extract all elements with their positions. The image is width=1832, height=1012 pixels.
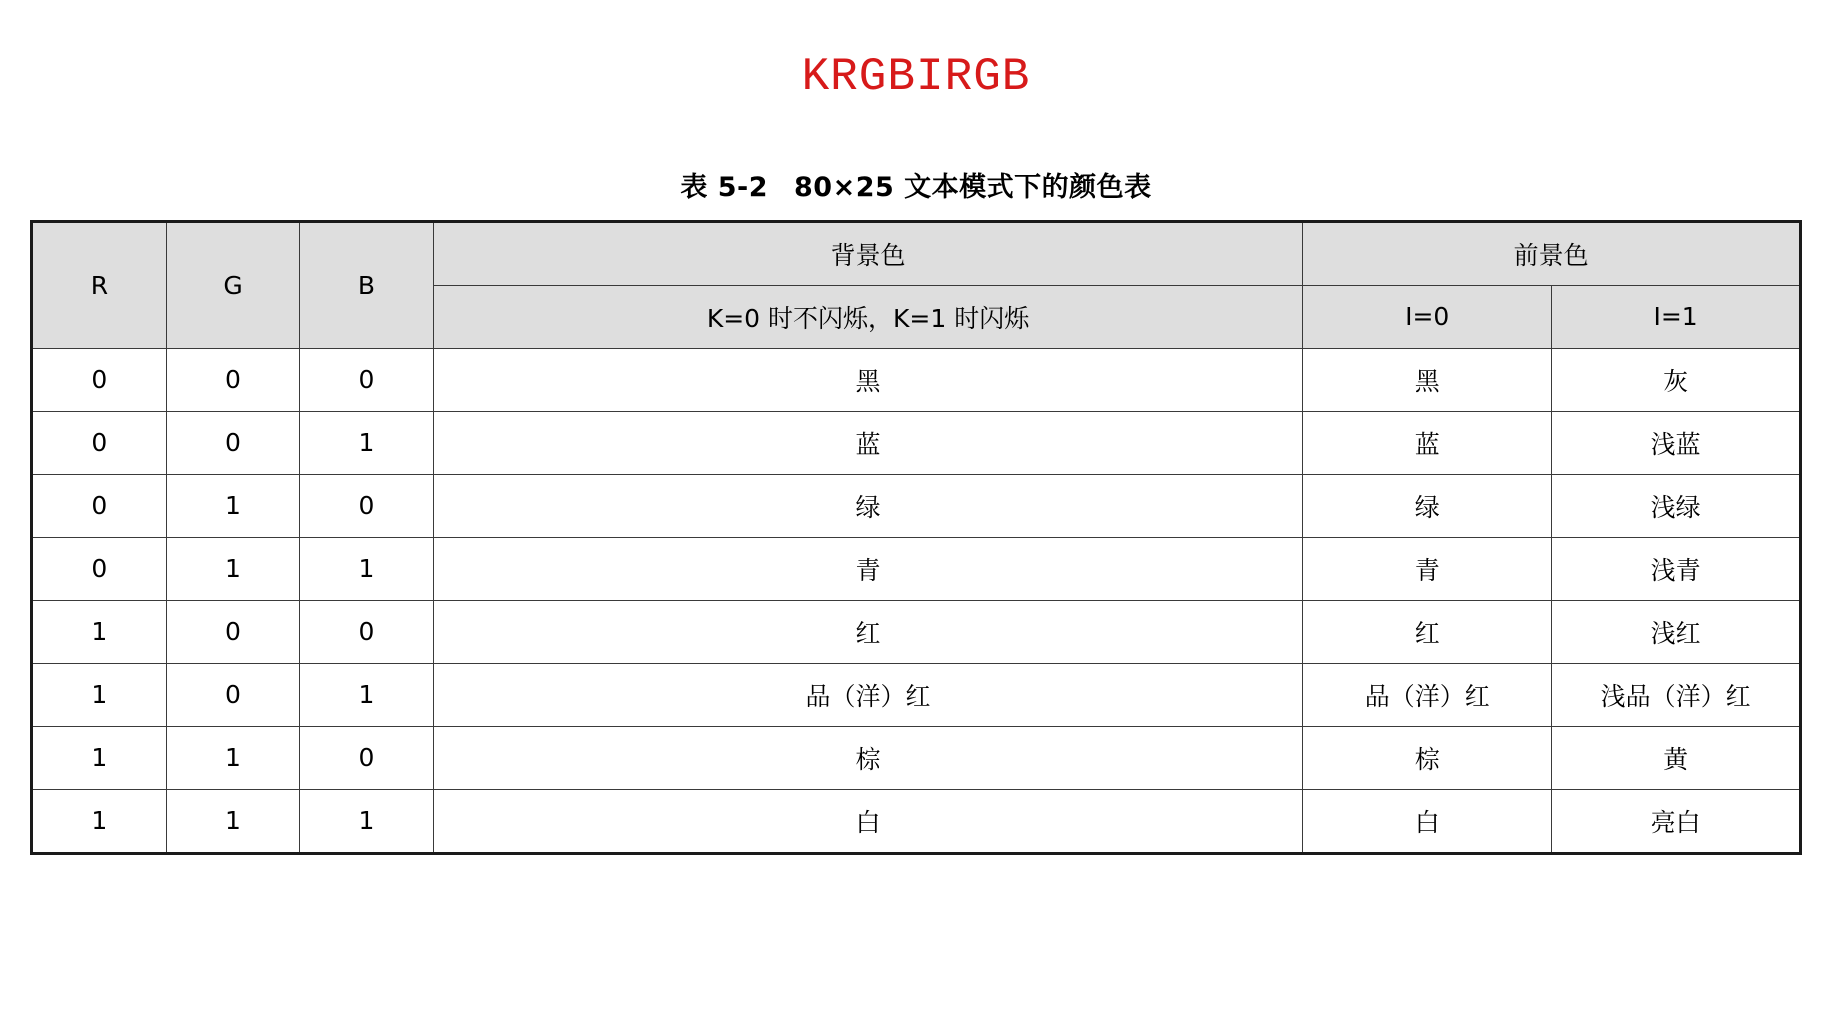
table-body xyxy=(32,348,1801,853)
cell-foreground-i1: 浅红 xyxy=(1552,600,1801,663)
cell-r: 1 xyxy=(32,726,167,789)
color-table xyxy=(30,220,1802,855)
table-header-row-1 xyxy=(32,221,1801,285)
cell-foreground-i1: 灰 xyxy=(1552,348,1801,411)
cell-foreground-i0: 品（洋）红 xyxy=(1303,663,1552,726)
table-row xyxy=(32,663,1801,726)
cell-r: 0 xyxy=(32,537,167,600)
cell-g: 1 xyxy=(166,474,299,537)
table-row xyxy=(32,726,1801,789)
cell-foreground-i0: 蓝 xyxy=(1303,411,1552,474)
cell-b: 1 xyxy=(300,789,433,853)
cell-g: 0 xyxy=(166,411,299,474)
table-caption-text: 80×25 文本模式下的颜色表 xyxy=(794,171,1152,203)
column-group-foreground: 前景色 xyxy=(1303,221,1801,285)
column-header-foreground-i1: I=1 xyxy=(1552,285,1801,348)
document-page xyxy=(0,52,1832,1012)
cell-r: 1 xyxy=(32,600,167,663)
cell-foreground-i1: 浅绿 xyxy=(1552,474,1801,537)
table-row xyxy=(32,411,1801,474)
cell-g: 1 xyxy=(166,789,299,853)
cell-foreground-i1: 浅品（洋）红 xyxy=(1552,663,1801,726)
cell-r: 1 xyxy=(32,789,167,853)
cell-r: 1 xyxy=(32,663,167,726)
cell-foreground-i0: 红 xyxy=(1303,600,1552,663)
cell-r: 0 xyxy=(32,348,167,411)
cell-b: 0 xyxy=(300,474,433,537)
table-row xyxy=(32,348,1801,411)
table-caption xyxy=(0,165,1832,204)
cell-background: 白 xyxy=(433,789,1303,853)
table-container xyxy=(0,220,1832,855)
column-header-foreground-i0: I=0 xyxy=(1303,285,1552,348)
cell-b: 0 xyxy=(300,726,433,789)
table-row xyxy=(32,537,1801,600)
cell-foreground-i0: 绿 xyxy=(1303,474,1552,537)
cell-foreground-i0: 棕 xyxy=(1303,726,1552,789)
cell-g: 0 xyxy=(166,663,299,726)
cell-background: 黑 xyxy=(433,348,1303,411)
cell-b: 1 xyxy=(300,663,433,726)
cell-foreground-i1: 浅青 xyxy=(1552,537,1801,600)
cell-background: 棕 xyxy=(433,726,1303,789)
cell-foreground-i0: 黑 xyxy=(1303,348,1552,411)
cell-g: 1 xyxy=(166,537,299,600)
table-row xyxy=(32,600,1801,663)
cell-foreground-i1: 亮白 xyxy=(1552,789,1801,853)
column-header-background-blink: K=0 时不闪烁，K=1 时闪烁 xyxy=(433,285,1303,348)
cell-g: 1 xyxy=(166,726,299,789)
column-header-g: G xyxy=(166,221,299,348)
cell-b: 0 xyxy=(300,348,433,411)
cell-background: 绿 xyxy=(433,474,1303,537)
cell-r: 0 xyxy=(32,474,167,537)
cell-foreground-i1: 浅蓝 xyxy=(1552,411,1801,474)
table-row xyxy=(32,789,1801,853)
cell-foreground-i0: 青 xyxy=(1303,537,1552,600)
table-head xyxy=(32,221,1801,348)
page-title: KRGBIRGB xyxy=(801,51,1031,103)
column-header-b: B xyxy=(300,221,433,348)
cell-b: 1 xyxy=(300,411,433,474)
column-header-r: R xyxy=(32,221,167,348)
table-row xyxy=(32,474,1801,537)
cell-foreground-i0: 白 xyxy=(1303,789,1552,853)
cell-g: 0 xyxy=(166,348,299,411)
cell-background: 蓝 xyxy=(433,411,1303,474)
column-group-background: 背景色 xyxy=(433,221,1303,285)
cell-foreground-i1: 黄 xyxy=(1552,726,1801,789)
cell-b: 0 xyxy=(300,600,433,663)
cell-g: 0 xyxy=(166,600,299,663)
cell-b: 1 xyxy=(300,537,433,600)
cell-r: 0 xyxy=(32,411,167,474)
table-caption-label: 表 5-2 xyxy=(680,171,768,203)
cell-background: 红 xyxy=(433,600,1303,663)
cell-background: 品（洋）红 xyxy=(433,663,1303,726)
cell-background: 青 xyxy=(433,537,1303,600)
